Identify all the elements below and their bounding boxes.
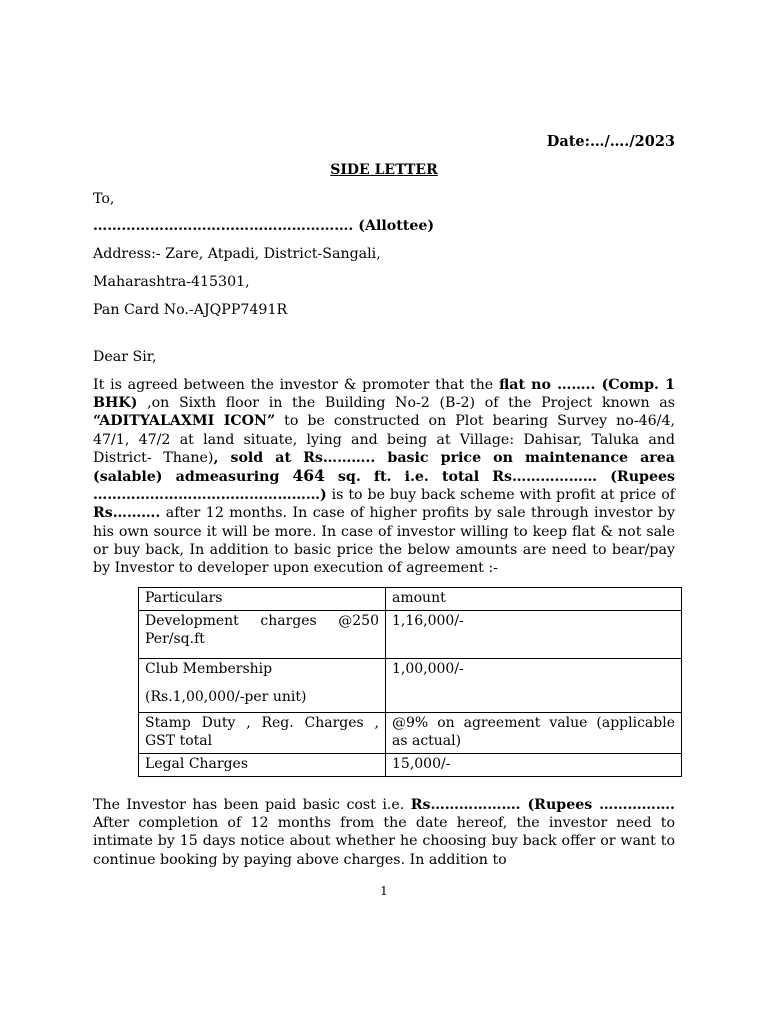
para1-text-4: is to be buy back scheme with profit at price of bbox=[326, 487, 675, 504]
particular-cell: Club Membership (Rs.1,00,000/-per unit) bbox=[139, 659, 386, 713]
particular-note: (Rs.1,00,000/-per unit) bbox=[145, 689, 307, 705]
particular-cell: Development charges @250 Per/sq.ft bbox=[139, 611, 386, 659]
allottee-label: (Allottee) bbox=[358, 218, 435, 234]
para1-text-2: ,on Sixth floor in the Building No-2 (B-2) of the Project known as bbox=[137, 395, 675, 412]
allottee-line bbox=[93, 218, 434, 234]
address-line-1: Address:- Zare, Atpadi, District-Sangali, bbox=[93, 246, 381, 262]
project-name: “ADITYALAXMI ICON” bbox=[93, 413, 276, 430]
page-number: 1 bbox=[380, 884, 388, 898]
para2-text-1: The Investor has been paid basic cost i.e. bbox=[93, 797, 411, 813]
flat-details: flat no …….. (Comp. 1 BHK) bbox=[93, 377, 675, 412]
table-header-row bbox=[139, 588, 682, 611]
charges-table bbox=[138, 587, 682, 777]
amount-cell: 1,16,000/- bbox=[386, 611, 682, 659]
salutation: Dear Sir, bbox=[93, 349, 157, 365]
buyback-price: Rs………. bbox=[93, 505, 161, 522]
to-line: To, bbox=[93, 191, 115, 207]
para1-text-5: after 12 months. In case of higher profits by sale through investor by his own source it will be more. In case of investor willing to keep flat & not sale or buy back, In addition to basic price the below amounts are need to bear/pay by Investor to developer upon execution of agreement :- bbox=[93, 505, 675, 577]
table-row bbox=[139, 611, 682, 659]
price-details: , sold at Rs……….. basic price on maintenance area (salable) admeasuring 464 sq. ft. i.e. total Rs……………… (Rupees …………………………………………) bbox=[93, 449, 675, 504]
address-line-2: Maharashtra-415301, bbox=[93, 274, 250, 290]
document-title: SIDE LETTER bbox=[330, 162, 438, 178]
payment-paragraph bbox=[93, 796, 675, 869]
amount-cell: 15,000/- bbox=[386, 754, 682, 777]
particular-cell: Legal Charges bbox=[139, 754, 386, 777]
pan-card-line: Pan Card No.-AJQPP7491R bbox=[93, 302, 288, 318]
amount-cell: @9% on agreement value (applicable as actual) bbox=[386, 713, 682, 754]
agreement-paragraph bbox=[93, 376, 675, 577]
para1-text-1: It is agreed between the investor & promoter that the bbox=[93, 377, 499, 393]
allottee-blank: ………………………………………………. bbox=[93, 218, 354, 234]
header-particulars: Particulars bbox=[139, 588, 386, 611]
para1-text-3: to be constructed on Plot bearing Survey no-46/4, 47/1, 47/2 at land situate, lying and being at Village: Dahisar, Taluka and District- Thane) bbox=[93, 413, 675, 466]
amount-cell: 1,00,000/- bbox=[386, 659, 682, 713]
particular-cell: Stamp Duty , Reg. Charges , GST total bbox=[139, 713, 386, 754]
area-sqft: 464 bbox=[292, 466, 325, 486]
basic-cost: Rs………………. (Rupees ……………. bbox=[410, 797, 675, 813]
para2-text-2: After completion of 12 months from the date hereof, the investor need to intimate by 15 days notice about whether he choosing buy back offer or want to continue booking by paying above charges. In addition to bbox=[93, 815, 675, 868]
date-line: Date:…/…./2023 bbox=[546, 133, 675, 150]
table-row bbox=[139, 659, 682, 713]
table-row bbox=[139, 713, 682, 754]
table-row bbox=[139, 754, 682, 777]
header-amount: amount bbox=[386, 588, 682, 611]
